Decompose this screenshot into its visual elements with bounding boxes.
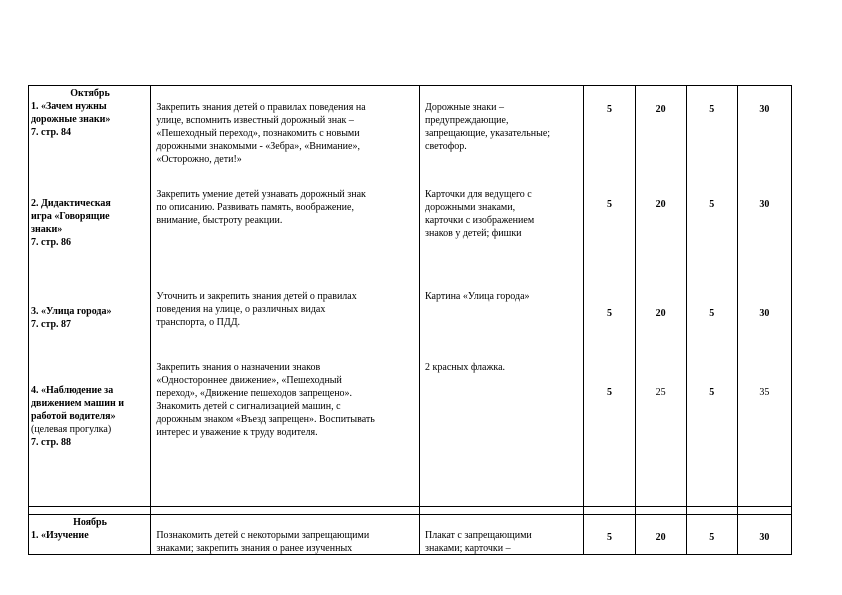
lesson-ref: 7. стр. 86 — [31, 237, 72, 248]
goal-line: внимание, быстроту реакции. — [156, 215, 283, 226]
lesson-materials-2 — [425, 188, 579, 240]
count-value: 30 — [759, 308, 770, 319]
lesson-goals-2 — [156, 188, 415, 227]
lesson-title-line: 4. «Наблюдение за — [31, 385, 114, 396]
material-line: 2 красных флажка. — [425, 362, 506, 373]
count-value: 5 — [607, 308, 612, 319]
goal-line: интерес и уважение к труду водителя. — [156, 427, 318, 438]
count-col-4-november — [737, 515, 791, 555]
lesson-title-line: 1. «Изучение — [31, 530, 89, 541]
goal-line: дорожными знакомыми - «Зебра», «Внимание», — [156, 141, 360, 152]
lesson-title-line: движением машин и — [31, 398, 125, 409]
count-value: 5 — [709, 387, 715, 398]
count-col-3-november — [686, 515, 737, 555]
goal-line: улице, вспомнить известный дорожный знак – — [156, 115, 354, 126]
goal-line: по описанию. Развивать память, воображение, — [156, 202, 354, 213]
goal-line: Познакомить детей с некоторыми запрещающими — [156, 530, 370, 541]
lesson-materials-nov-1 — [425, 529, 579, 555]
count-value: 20 — [655, 104, 666, 115]
month-label: Октябрь — [70, 88, 110, 99]
goal-line: Закрепить знания о назначении знаков — [156, 362, 321, 373]
count-value: 5 — [607, 104, 612, 115]
table-row-november — [29, 515, 792, 555]
count-value: 5 — [607, 387, 612, 398]
goal-line: переход», «Движение пешеходов запрещено». — [156, 388, 353, 399]
goal-line: дорожным знаком «Въезд запрещен». Воспитывать — [156, 414, 375, 425]
goal-line: Закрепить умение детей узнавать дорожный знак — [156, 189, 366, 200]
count-value: 20 — [655, 308, 666, 319]
lesson-title-line: знаки» — [31, 224, 63, 235]
material-line: Дорожные знаки – — [425, 102, 504, 113]
materials-cell-october — [420, 86, 584, 507]
material-line: знаками; карточки – — [425, 543, 511, 554]
lesson-title-line: 2. Дидактическая — [31, 198, 111, 209]
count-value: 30 — [759, 532, 770, 543]
lesson-topic-4 — [31, 384, 149, 449]
lesson-ref: 7. стр. 84 — [31, 127, 72, 138]
count-value: 20 — [655, 199, 666, 210]
topics-cell-october — [29, 86, 151, 507]
goal-line: знаками; закрепить знания о ранее изученных — [156, 543, 353, 554]
count-value: 5 — [607, 532, 612, 543]
count-col-2-november — [635, 515, 686, 555]
count-value: 30 — [759, 199, 770, 210]
goals-cell-october — [151, 86, 420, 507]
goal-line: «Одностороннее движение», «Пешеходный — [156, 375, 342, 386]
count-value: 5 — [607, 199, 612, 210]
material-line: Карточки для ведущего с — [425, 189, 532, 200]
lesson-materials-1 — [425, 101, 579, 153]
material-line: предупреждающие, — [425, 115, 509, 126]
table-row-spacer — [29, 507, 792, 515]
count-col-1-october — [584, 86, 635, 507]
topics-cell-november — [29, 515, 151, 555]
lesson-title-line: игра «Говорящие — [31, 211, 110, 222]
lesson-goals-3 — [156, 290, 415, 329]
lesson-title-line: работой водителя» — [31, 411, 116, 422]
lesson-title-line: дорожные знаки» — [31, 114, 111, 125]
lesson-goals-1 — [156, 101, 415, 166]
goal-line: транспорта, о ПДД. — [156, 317, 241, 328]
lesson-goals-4 — [156, 361, 415, 439]
lesson-materials-4 — [425, 361, 579, 374]
count-value: 5 — [709, 199, 715, 210]
count-col-4-october — [737, 86, 791, 507]
goal-line: поведения на улице, о различных видах — [156, 304, 326, 315]
material-line: Плакат с запрещающими — [425, 530, 532, 541]
count-value: 5 — [709, 104, 715, 115]
lesson-plan-table — [28, 85, 792, 555]
goal-line: Закрепить знания детей о правилах поведения на — [156, 102, 366, 113]
count-value: 5 — [709, 308, 715, 319]
month-label: Ноябрь — [73, 517, 107, 528]
count-col-2-october — [635, 86, 686, 507]
materials-cell-november — [420, 515, 584, 555]
lesson-topic-1 — [31, 87, 149, 139]
lesson-goals-nov-1 — [156, 529, 415, 555]
lesson-ref: 7. стр. 88 — [31, 437, 72, 448]
lesson-ref: 7. стр. 87 — [31, 319, 72, 330]
material-line: запрещающие, указательные; — [425, 128, 551, 139]
material-line: Картина «Улица города» — [425, 291, 530, 302]
count-col-1-november — [584, 515, 635, 555]
count-value: 35 — [759, 387, 770, 398]
lesson-title-line: 3. «Улица города» — [31, 306, 112, 317]
lesson-title-line: 1. «Зачем нужны — [31, 101, 107, 112]
count-value: 30 — [759, 104, 770, 115]
count-value: 5 — [709, 532, 715, 543]
goal-line: «Осторожно, дети!» — [156, 154, 242, 165]
material-line: карточки с изображением — [425, 215, 535, 226]
table-row-october — [29, 86, 792, 507]
material-line: дорожными знаками, — [425, 202, 516, 213]
lesson-materials-3 — [425, 290, 579, 303]
goals-cell-november — [151, 515, 420, 555]
material-line: светофор. — [425, 141, 467, 152]
count-value: 25 — [655, 387, 666, 398]
lesson-topic-3 — [31, 305, 149, 331]
goal-line: Уточнить и закрепить знания детей о правилах — [156, 291, 357, 302]
count-col-3-october — [686, 86, 737, 507]
goal-line: Знакомить детей с сигнализацией машин, с — [156, 401, 341, 412]
lesson-note: (целевая прогулка) — [31, 424, 112, 435]
count-value: 20 — [655, 532, 666, 543]
lesson-topic-nov-1 — [31, 516, 149, 542]
lesson-topic-2 — [31, 197, 149, 249]
goal-line: «Пешеходный переход», познакомить с новыми — [156, 128, 360, 139]
material-line: знаков у детей; фишки — [425, 228, 522, 239]
